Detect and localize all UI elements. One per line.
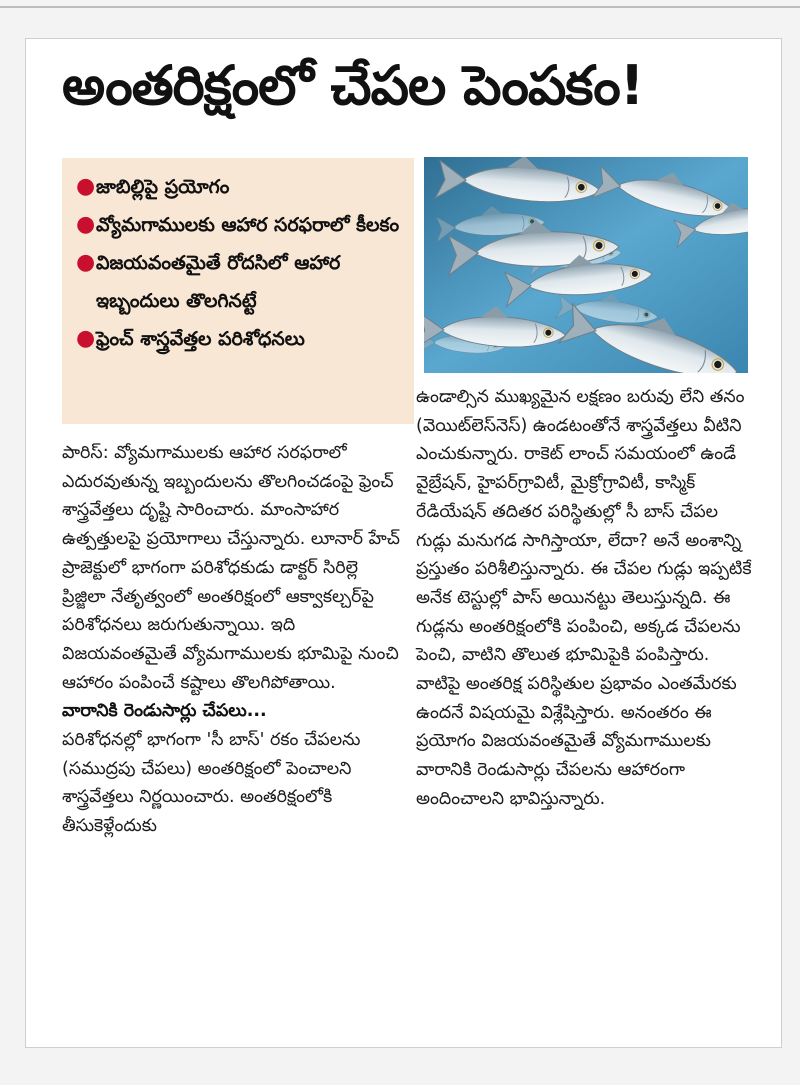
bullet-icon: ● xyxy=(76,212,96,237)
bullet-icon: ● xyxy=(76,174,96,199)
highlight-text: విజయవంతమైతే రోదసిలో ఆహార ఇబ్బందులు తొలగినట్టే xyxy=(96,252,341,312)
article-headline: అంతరిక్షంలో చేపల పెంపకం! xyxy=(62,54,644,117)
highlights-box xyxy=(62,158,414,424)
news-article-card xyxy=(25,38,782,1048)
top-divider xyxy=(0,6,800,8)
fish-school-image xyxy=(424,157,748,373)
highlight-item xyxy=(76,168,406,206)
bullet-icon: ● xyxy=(76,250,96,275)
article-paragraph: ఉండాల్సిన ముఖ్యమైన లక్షణం బరువు లేని తనం (వెయిట్‌లెస్‌నెస్) ఉండటంతోనే శాస్త్రవేత్తలు వీటిని ఎంచుకున్నారు. రాకెట్ లాంచ్ సమయంలో ఉండే వైబ్రేషన్, హైపర్‌గ్రావిటీ, మైక్రోగ్రావిటీ, కాస్మిక్ రేడియేషన్ తదితర పరిస్థితుల్లో సీ బాస్ చేపల గుడ్లు మనుగడ సాగిస్తాయా, లేదా? అనే అంశాన్ని ప్రస్తుతం పరిశీలిస్తున్నారు. ఈ చేపల గుడ్లు ఇప్పటికే అనేక టెస్టుల్లో పాస్ అయినట్టు తెలుస్తున్నది. ఈ గుడ్లను అంతరిక్షంలోకి పంపించి, అక్కడ చేపలను పెంచి, వాటిని తొలుత భూమిపైకి పంపిస్తారు. వాటిపై అంతరిక్ష పరిస్థితుల ప్రభావం ఎంతమేరకు ఉందనే విషయమై విశ్లేషిస్తారు. అనంతరం ఈ ప్రయోగం విజయవంతమైతే వ్యోమగాములకు వారానికి రెండుసార్లు చేపలను ఆహారంగా అందించాలని భావిస్తున్నారు. xyxy=(416,387,752,809)
highlight-text: ఫ్రెంచ్ శాస్త్రవేత్తల పరిశోధనలు xyxy=(96,328,305,350)
article-paragraph: పరిశోధనల్లో భాగంగా 'సీ బాస్' రకం చేపలను (సముద్రపు చేపలు) అంతరిక్షంలో పెంచాలని శాస్త్రవేత్తలు నిర్ణయించారు. అంతరిక్షంలోకి తీసుకెళ్లేందుకు xyxy=(62,730,361,837)
highlight-item xyxy=(76,244,406,320)
highlight-item xyxy=(76,320,406,358)
article-subheading: వారానికి రెండుసార్లు చేపలు... xyxy=(62,701,267,722)
highlight-item xyxy=(76,206,406,244)
highlight-text: వ్యోమగాములకు ఆహార సరఫరాలో కీలకం xyxy=(96,214,400,236)
article-column-left xyxy=(62,439,402,841)
sea-bass-fish-photo xyxy=(424,157,748,373)
article-paragraph: పారిస్: వ్యోమగాములకు ఆహార సరఫరాలో ఎదురవుతున్న ఇబ్బందులను తొలగించడంపై ఫ్రెంచ్ శాస్త్రవేత్తలు దృష్టి సారించారు. మాంసాహార ఉత్పత్తులపై ప్రయోగాలు చేస్తున్నారు. లూనార్ హేచ్ ప్రాజెక్టులో భాగంగా పరిశోధకుడు డాక్టర్ సిరిల్లె ప్రిజ్జిలా నేతృత్వంలో అంతరిక్షంలో ఆక్వాకల్చర్‌పై పరిశోధనలు జరుగుతున్నాయి. ఇది విజయవంతమైతే వ్యోమగాములకు భూమిపై నుంచి ఆహారం పంపించే కష్టాలు తొలగిపోతాయి. xyxy=(62,443,400,693)
highlight-text: జాబిల్లిపై ప్రయోగం xyxy=(96,176,230,198)
bullet-icon: ● xyxy=(76,326,96,351)
article-column-right xyxy=(416,383,756,814)
